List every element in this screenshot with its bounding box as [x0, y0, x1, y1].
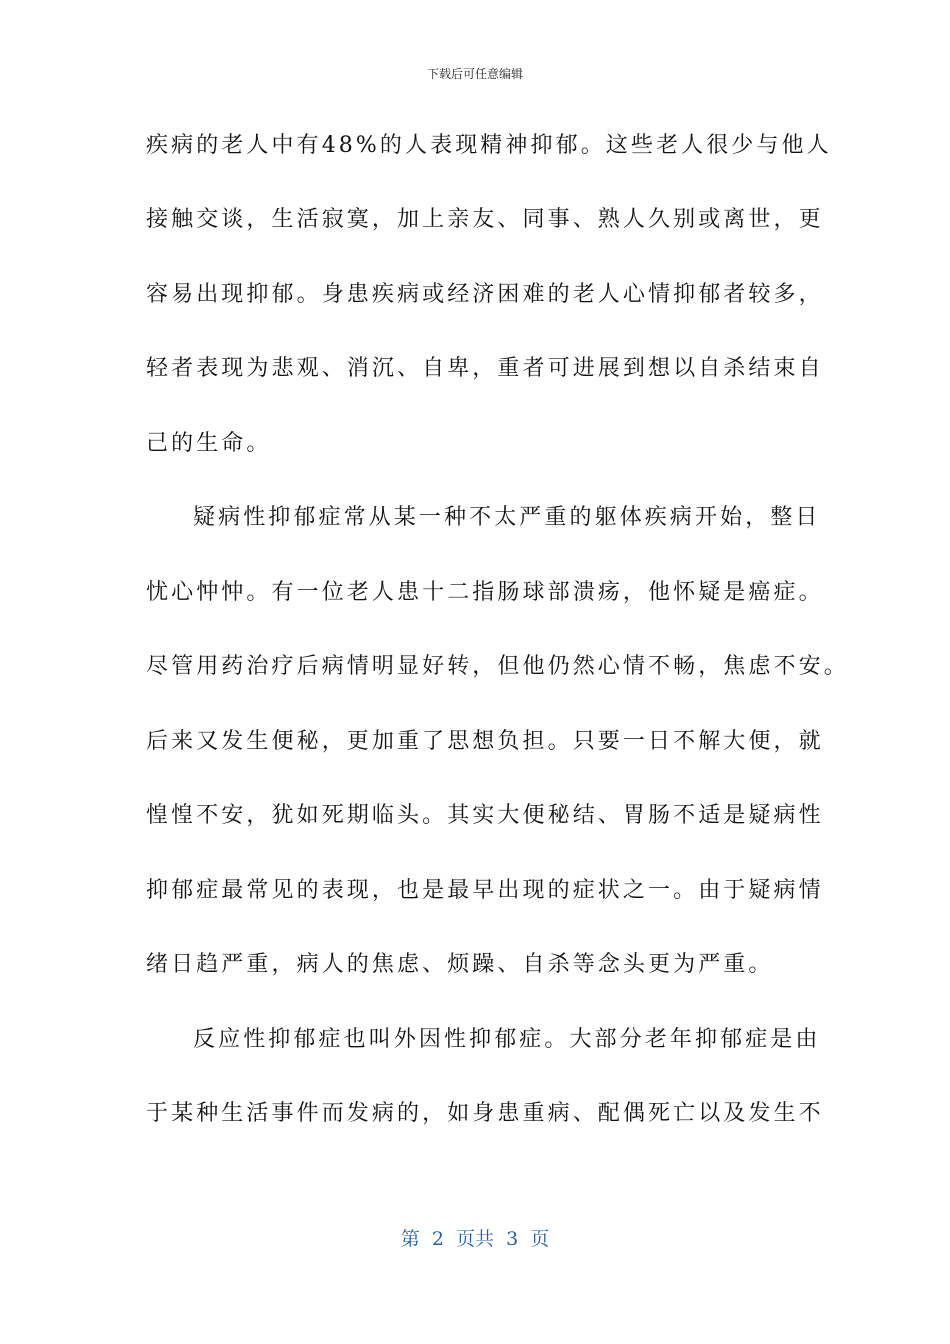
- paragraph-start-line: 反应性抑郁症也叫外因性抑郁症。大部分老年抑郁症是由: [193, 1027, 821, 1052]
- text-line: 容易出现抑郁。身患疾病或经济困难的老人心情抑郁者较多，: [146, 282, 824, 307]
- paragraph-start-line: 疑病性抑郁症常从某一种不太严重的躯体疾病开始，整日: [193, 505, 821, 530]
- text-line: 尽管用药治疗后病情明显好转，但他仍然心情不畅，焦虑不安。: [146, 654, 849, 679]
- text-line: 抑郁症最常见的表现，也是最早出现的症状之一。由于疑病情: [146, 878, 824, 903]
- text-line: 后来又发生便秘，更加重了思想负担。只要一日不解大便，就: [146, 729, 824, 754]
- text-line: 己的生命。: [146, 431, 272, 456]
- text-line: 忧心忡忡。有一位老人患十二指肠球部溃疡，他怀疑是癌症。: [146, 580, 824, 605]
- text-line: 疾病的老人中有48%的人表现精神抑郁。这些老人很少与他人: [146, 133, 832, 158]
- text-line: 于某种生活事件而发病的，如身患重病、配偶死亡以及发生不: [146, 1101, 824, 1126]
- page-number-footer: 第 2 页共 3 页: [400, 1228, 550, 1250]
- text-line: 轻者表现为悲观、消沉、自卑，重者可进展到想以自杀结束自: [146, 356, 824, 381]
- text-line: 惶惶不安，犹如死期临头。其实大便秘结、胃肠不适是疑病性: [146, 803, 824, 828]
- text-line: 绪日趋严重，病人的焦虑、烦躁、自杀等念头更为严重。: [146, 952, 774, 977]
- text-line: 接触交谈，生活寂寞，加上亲友、同事、熟人久别或离世，更: [146, 207, 824, 232]
- page-header: 下载后可任意编辑: [426, 67, 523, 81]
